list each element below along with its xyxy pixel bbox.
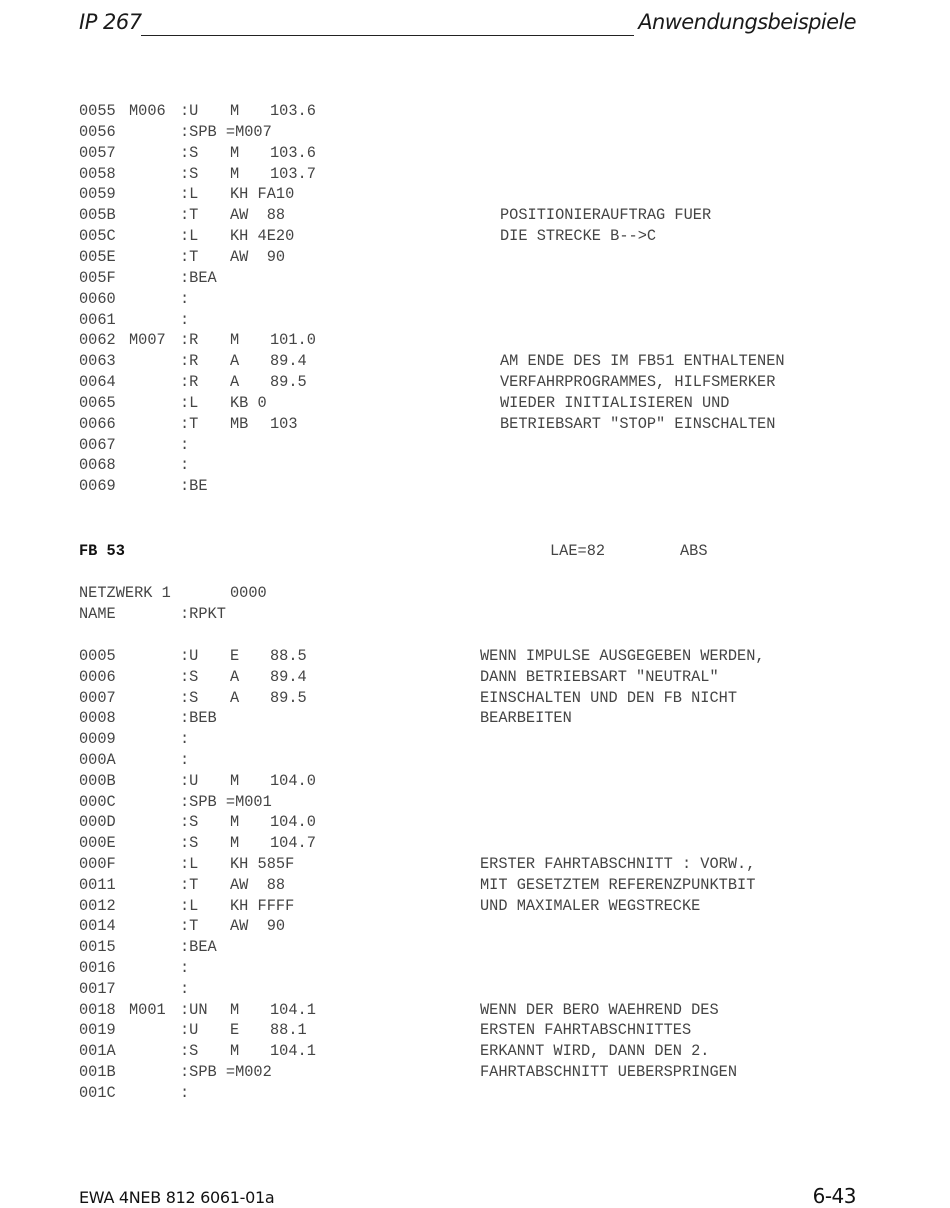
code-operation: :T <box>180 917 199 936</box>
code-operation: :U <box>180 102 199 120</box>
code-operation: :SPB =M001 <box>180 792 272 811</box>
code-operation: : <box>180 310 190 329</box>
code-label: M006 <box>129 102 166 120</box>
code-operation: :SPB =M002 <box>180 1063 272 1081</box>
code-value: 89.5 <box>270 373 307 392</box>
code-value: 104.1 <box>270 1000 316 1019</box>
code-value: 103.7 <box>270 164 316 183</box>
fb-length: LAE=82 <box>550 542 606 560</box>
code-address: 0056 <box>79 122 116 141</box>
code-comment: VERFAHRPROGRAMMES, HILFSMERKER <box>500 373 776 392</box>
code-operation: :S <box>180 1042 199 1061</box>
code-value: 103.6 <box>270 143 316 162</box>
code-operand: M <box>230 771 240 790</box>
page-header <box>79 8 856 38</box>
code-operation: :BEA <box>180 268 217 287</box>
code-address: 005B <box>79 206 116 225</box>
code-operation: :U <box>180 771 199 790</box>
code-address: 0066 <box>79 414 116 433</box>
code-address: 000B <box>79 771 116 790</box>
code-comment: POSITIONIERAUFTRAG FUER <box>500 206 712 225</box>
code-operand: A <box>230 352 240 371</box>
code-address: 001A <box>79 1042 116 1061</box>
code-address: 0006 <box>79 667 116 686</box>
code-operand: M <box>230 164 240 183</box>
code-address: 0019 <box>79 1021 116 1040</box>
code-address: 0007 <box>79 688 116 707</box>
code-address: 000F <box>79 855 116 873</box>
code-comment: MIT GESETZTEM REFERENZPUNKTBIT <box>480 875 756 894</box>
code-address: 0059 <box>79 185 116 204</box>
header-product: IP 267 <box>79 10 142 34</box>
netzwerk-label: NETZWERK 1 <box>79 584 171 602</box>
code-operand: KB 0 <box>230 393 267 412</box>
code-operation: :U <box>180 647 199 665</box>
code-operation: : <box>180 730 190 749</box>
code-operation: : <box>180 979 190 998</box>
code-operation: : <box>180 435 190 454</box>
code-operation: :S <box>180 164 199 183</box>
code-comment: ERSTEN FAHRTABSCHNITTES <box>480 1021 692 1040</box>
code-operand: E <box>230 647 240 665</box>
code-comment: UND MAXIMALER WEGSTRECKE <box>480 896 701 915</box>
code-value: 89.4 <box>270 667 307 686</box>
code-operation: :R <box>180 331 199 350</box>
code-operation: :T <box>180 875 199 894</box>
code-operation: : <box>180 1083 190 1102</box>
code-address: 0009 <box>79 730 116 749</box>
code-operation: :BE <box>180 477 208 496</box>
code-comment: AM ENDE DES IM FB51 ENTHALTENEN <box>500 352 785 371</box>
code-comment: WENN DER BERO WAEHREND DES <box>480 1000 719 1019</box>
code-address: 000C <box>79 792 116 811</box>
header-section-title: Anwendungsbeispiele <box>638 10 856 34</box>
code-value: 89.4 <box>270 352 307 371</box>
code-address: 0057 <box>79 143 116 162</box>
code-operation: :L <box>180 185 199 204</box>
code-operand: AW 88 <box>230 206 286 225</box>
footer-doc-number: EWA 4NEB 812 6061-01a <box>79 1188 275 1207</box>
code-address: 0012 <box>79 896 116 915</box>
name-label: NAME <box>79 605 116 623</box>
code-value: 103 <box>270 414 298 433</box>
code-operand: AW 90 <box>230 247 286 266</box>
code-address: 0068 <box>79 456 116 475</box>
code-comment: WIEDER INITIALISIEREN UND <box>500 393 730 412</box>
code-operation: :UN <box>180 1000 208 1019</box>
code-operand: M <box>230 834 240 853</box>
code-address: 0005 <box>79 647 116 665</box>
code-comment: ERKANNT WIRD, DANN DEN 2. <box>480 1042 710 1061</box>
code-operation: :T <box>180 206 199 225</box>
code-operation: :SPB =M007 <box>180 122 272 141</box>
code-address: 0014 <box>79 917 116 936</box>
code-address: 0017 <box>79 979 116 998</box>
code-address: 0011 <box>79 875 116 894</box>
code-comment: BETRIEBSART "STOP" EINSCHALTEN <box>500 414 776 433</box>
code-value: 104.1 <box>270 1042 316 1061</box>
code-value: 88.5 <box>270 647 307 665</box>
code-operation: :U <box>180 1021 199 1040</box>
code-operation: :T <box>180 247 199 266</box>
code-operation: :L <box>180 855 199 873</box>
code-value: 88.1 <box>270 1021 307 1040</box>
code-address: 0062 <box>79 331 116 350</box>
code-label: M007 <box>129 331 166 350</box>
code-operand: M <box>230 102 240 120</box>
code-operand: M <box>230 1042 240 1061</box>
code-address: 000A <box>79 751 116 769</box>
code-address: 0008 <box>79 709 116 728</box>
code-address: 000E <box>79 834 116 853</box>
code-operand: AW 90 <box>230 917 286 936</box>
code-operand: AW 88 <box>230 875 286 894</box>
code-address: 0055 <box>79 102 116 120</box>
code-value: 104.0 <box>270 771 316 790</box>
code-comment: DANN BETRIEBSART "NEUTRAL" <box>480 667 719 686</box>
code-address: 0060 <box>79 289 116 308</box>
code-address: 001C <box>79 1083 116 1102</box>
fb-abs: ABS <box>680 542 708 560</box>
code-comment: EINSCHALTEN UND DEN FB NICHT <box>480 688 738 707</box>
code-label: M001 <box>129 1000 166 1019</box>
code-operation: :R <box>180 373 199 392</box>
code-operand: A <box>230 688 240 707</box>
code-operation: :S <box>180 667 199 686</box>
code-address: 000D <box>79 813 116 832</box>
code-address: 0067 <box>79 435 116 454</box>
code-address: 001B <box>79 1063 116 1081</box>
code-operand: KH FFFF <box>230 896 295 915</box>
header-rule <box>141 35 634 36</box>
code-operand: M <box>230 813 240 832</box>
code-operation: :S <box>180 813 199 832</box>
code-operation: :S <box>180 688 199 707</box>
code-operand: M <box>230 331 240 350</box>
code-operation: :R <box>180 352 199 371</box>
code-comment: DIE STRECKE B-->C <box>500 227 657 246</box>
code-address: 0058 <box>79 164 116 183</box>
code-operation: :BEA <box>180 938 217 957</box>
code-address: 005F <box>79 268 116 287</box>
code-address: 0015 <box>79 938 116 957</box>
code-operation: : <box>180 751 190 769</box>
code-operation: : <box>180 959 190 977</box>
code-operation: :BEB <box>180 709 217 728</box>
code-address: 0069 <box>79 477 116 496</box>
code-operation: : <box>180 456 190 475</box>
code-operation: :T <box>180 414 199 433</box>
code-operand: M <box>230 143 240 162</box>
code-comment: WENN IMPULSE AUSGEGEBEN WERDEN, <box>480 647 765 665</box>
code-comment: FAHRTABSCHNITT UEBERSPRINGEN <box>480 1063 738 1081</box>
code-address: 0064 <box>79 373 116 392</box>
code-operation: :S <box>180 143 199 162</box>
code-operand: KH FA10 <box>230 185 295 204</box>
code-value: 104.7 <box>270 834 316 853</box>
code-value: 89.5 <box>270 688 307 707</box>
footer-page-number: 6-43 <box>812 1184 856 1208</box>
code-operation: : <box>180 289 190 308</box>
code-address: 005C <box>79 227 116 246</box>
code-operand: KH 4E20 <box>230 227 295 246</box>
code-operation: :L <box>180 896 199 915</box>
code-comment: BEARBEITEN <box>480 709 572 728</box>
name-value: :RPKT <box>180 605 226 623</box>
code-operand: M <box>230 1000 240 1019</box>
code-address: 0065 <box>79 393 116 412</box>
code-operand: KH 585F <box>230 855 295 873</box>
code-operand: A <box>230 373 240 392</box>
code-value: 104.0 <box>270 813 316 832</box>
code-operand: E <box>230 1021 240 1040</box>
code-operation: :L <box>180 227 199 246</box>
code-address: 0063 <box>79 352 116 371</box>
code-operation: :L <box>180 393 199 412</box>
code-comment: ERSTER FAHRTABSCHNITT : VORW., <box>480 855 756 873</box>
code-operation: :S <box>180 834 199 853</box>
code-address: 0016 <box>79 959 116 977</box>
netzwerk-number: 0000 <box>230 584 267 602</box>
code-operand: MB <box>230 414 249 433</box>
code-address: 0061 <box>79 310 116 329</box>
code-operand: A <box>230 667 240 686</box>
fb-title: FB 53 <box>79 542 125 560</box>
code-address: 0018 <box>79 1000 116 1019</box>
code-address: 005E <box>79 247 116 266</box>
code-value: 103.6 <box>270 102 316 120</box>
code-value: 101.0 <box>270 331 316 350</box>
